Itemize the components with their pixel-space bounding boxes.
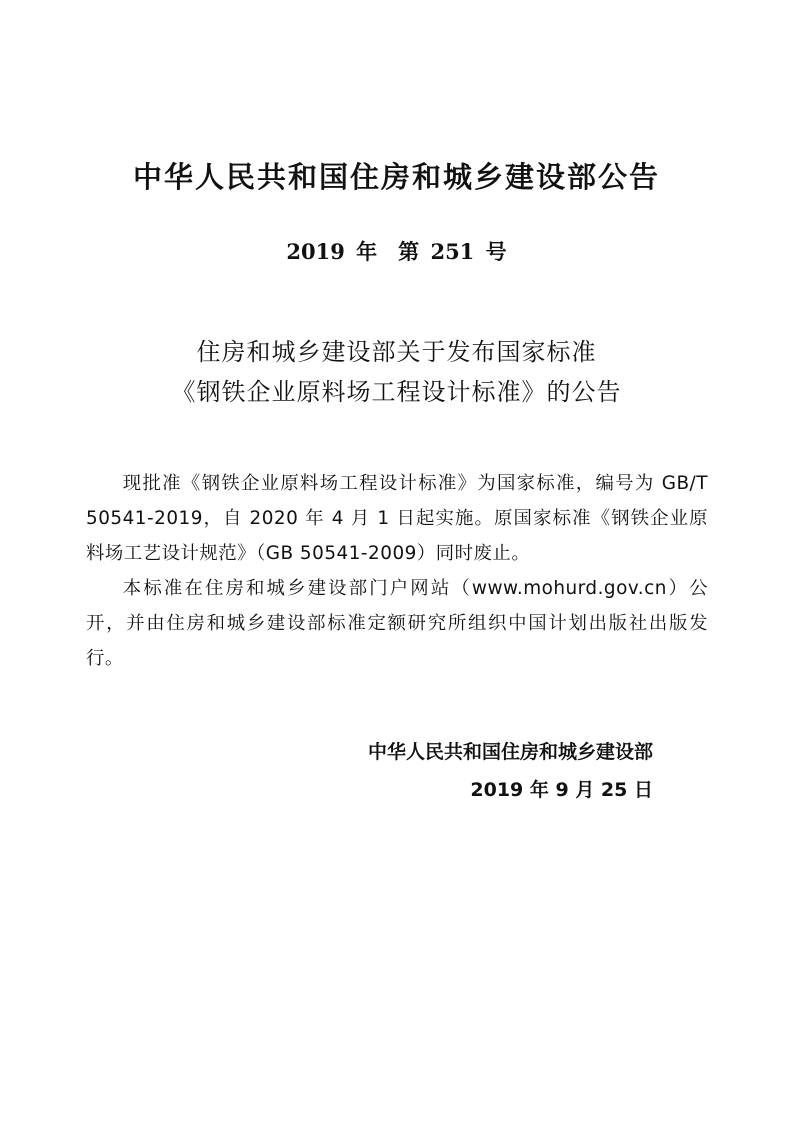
headline-line-2: 《钢铁企业原料场工程设计标准》的公告: [171, 378, 622, 406]
announcement-headline: [0, 332, 793, 412]
signature-date: 2019 年 9 月 25 日: [470, 779, 653, 801]
headline-line-1: 住房和城乡建设部关于发布国家标准: [196, 338, 597, 366]
signature-block: [368, 733, 653, 809]
announcement-body: [86, 466, 708, 676]
signature-issuer: 中华人民共和国住房和城乡建设部: [367, 741, 653, 763]
issuer-title: 中华人民共和国住房和城乡建设部公告: [132, 160, 660, 194]
body-paragraph-2: 本标准在住房和城乡建设部门户网站（www.mohurd.gov.cn）公开，并由住房和城乡建设部标准定额研究所组织中国计划出版社出版发行。: [86, 578, 708, 669]
body-paragraph-1: 现批准《钢铁企业原料场工程设计标准》为国家标准，编号为 GB/T 50541-2019，自 2020 年 4 月 1 日起实施。原国家标准《钢铁企业原料场工艺设计规范》（GB 50541-2009）同时废止。: [86, 473, 708, 564]
document-number: 2019 年 第 251 号: [286, 239, 507, 264]
